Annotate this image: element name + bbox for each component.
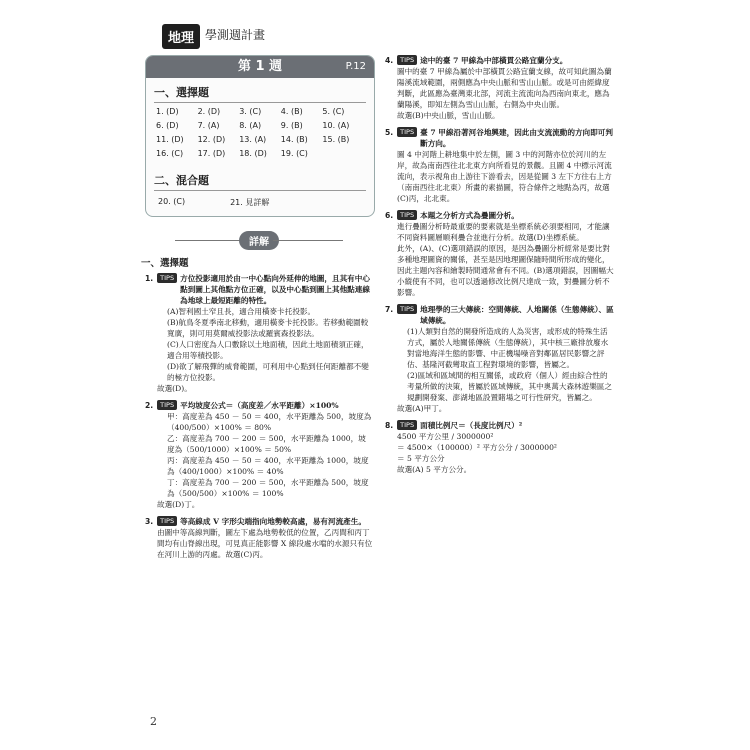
question-head	[385, 210, 615, 221]
tips-text: 方位投影適用於由一中心點向外延伸的地圖，且其有中心點到圖上其他點方位正確，以及中心點到圖上其他點連線為地球上最短距離的特性。	[180, 274, 370, 305]
divider	[154, 190, 366, 191]
question-number: 3.	[145, 517, 154, 526]
mc-answer: 13. (A)	[239, 135, 267, 144]
explanation-line: (2)區域和區域間的相互關係，或政府（個人）經由綜合性的考量所做的決策，皆屬於區域傳統，其中奧萬大森林遊樂區之規劃開發案、澎湖地區設置賭場之可行性研究，皆屬之。	[407, 371, 613, 402]
question-explanation	[145, 400, 373, 510]
explanation-line: 甲：高度差為 450 － 50 ＝ 400，水平距離為 500，坡度為（400/500）×100% ＝ 80%	[167, 412, 372, 432]
mc-answer: 4. (B)	[280, 107, 303, 116]
explanation-line: (A)智利國土窄且長，適合用橫麥卡托投影。	[167, 307, 316, 316]
banner-rule-left	[175, 240, 245, 241]
tips-text: 等高線成 V 字形尖端指向地勢較高處，易有河流產生。	[180, 517, 366, 526]
explanation-line: (D)欲了解飛彈的威脅範圍，可利用中心點到任何距離都不變的極方位投影。	[167, 362, 369, 382]
mc-answer: 2. (D)	[197, 107, 221, 116]
tips-text: 地理學的三大傳統：空間傳統、人地關係（生態傳統）、區域傳統。	[420, 305, 614, 325]
subject-tag: 地理	[162, 24, 200, 49]
mc-answer: 15. (B)	[322, 135, 350, 144]
explanation-line: 丙：高度差為 450 － 50 ＝ 400，水平距離為 1000，坡度為（400/1000）×100% ＝ 40%	[167, 456, 369, 476]
detail-banner-label: 詳解	[239, 231, 279, 250]
mc-answer: 16. (C)	[156, 149, 184, 158]
explanation-line: 故選(D)。	[157, 384, 192, 393]
explanation-line: 此外，(A)、(C)選項錯誤的原因，是因為疊圖分析經常是要比對多種地理圖資的關係，甚至是因地理圖保隨時間所形成的變化，因此主題內容和繪製時間通常會有不同。(B)選項錯誤，因圖幅大小縱使有不同，也可以透過修改比例尺達成一致，對疊圖分析不影響。	[397, 244, 614, 297]
left-questions	[145, 273, 373, 560]
tips-badge: TIPS	[397, 420, 417, 430]
question-explanation	[145, 273, 373, 394]
mixed-section-title: 二、混合題	[154, 174, 209, 187]
mc-answer: 7. (A)	[197, 121, 220, 130]
question-number: 5.	[385, 128, 394, 137]
explanation-body	[385, 431, 615, 475]
page-number: 2	[150, 715, 157, 728]
mc-answer: 6. (D)	[156, 121, 179, 130]
divider	[154, 102, 366, 103]
tips-badge: TIPS	[157, 516, 177, 526]
question-number: 4.	[385, 56, 394, 65]
question-explanation	[145, 516, 373, 560]
tips-text: 本題之分析方式為疊圖分析。	[420, 211, 519, 220]
tips-badge: TIPS	[397, 210, 417, 220]
mc-answer: 1. (D)	[156, 107, 179, 116]
question-number: 2.	[145, 401, 154, 410]
mc-answer: 12. (D)	[197, 135, 226, 144]
tips-badge: TIPS	[397, 304, 417, 314]
question-explanation	[385, 210, 615, 298]
tips-badge: TIPS	[397, 127, 417, 137]
explanation-body	[385, 66, 615, 121]
mc-answer: 5. (C)	[322, 107, 345, 116]
book-title: 學測週計畫	[205, 28, 266, 42]
mc-answer: 10. (A)	[322, 121, 350, 130]
mixed-answer: 20. (C)	[158, 197, 186, 206]
tips-text: 面積比例尺＝（長度比例尺）²	[420, 421, 523, 430]
explanation-line: 圖中的臺 7 甲線為屬於中部橫貫公路宜蘭支線，故可知此圖為蘭陽溪流域範圍，兩側應為中央山脈和雪山山脈。或是可由經緯度判斷，此區應為臺灣東北部，河流主流流向為西南向東北，應為蘭陽溪，即知左側為雪山山脈，右側為中央山脈。	[397, 67, 612, 109]
question-head	[385, 127, 615, 149]
question-number: 1.	[145, 274, 154, 283]
explanation-line: (B)航鳥冬夏季南北移動，適用橫麥卡托投影。若移動範圍較寬廣，則可用莫爾威投影法或羅賓森投影法。	[167, 318, 369, 338]
banner-rule-right	[273, 240, 343, 241]
explanation-line: ＝ 4500×（100000）² 平方公分 / 3000000²	[397, 443, 557, 452]
explanation-body	[385, 221, 615, 298]
explanation-line: 故選(A) 5 平方公分。	[397, 465, 472, 474]
explanation-line: (C)人口密度為人口數除以土地面積，因此土地面積須正確，適合用等積投影。	[167, 340, 369, 360]
detail-banner	[145, 229, 373, 251]
question-explanation	[385, 304, 615, 414]
tips-badge: TIPS	[157, 400, 177, 410]
mc-answer: 3. (C)	[239, 107, 262, 116]
mixed-answer: 21. 見詳解	[230, 198, 270, 207]
mc-answer: 9. (B)	[280, 121, 303, 130]
mc-answer: 19. (C)	[280, 149, 308, 158]
mc-answer-grid	[146, 107, 374, 158]
explanation-line: 故選(B)中央山脈，雪山山脈。	[397, 111, 500, 120]
explanation-line: 進行疊圖分析時最重要的要素就是坐標系統必須要相同，才能讓不同資料圖層順利疊合並進行分析。故選(D)坐標系統。	[397, 222, 610, 242]
explanation-body	[385, 326, 615, 414]
explanation-body	[145, 527, 373, 560]
explanation-line: 故選(D)丁。	[157, 500, 200, 509]
explanation-body	[385, 149, 615, 204]
mc-answer: 17. (D)	[197, 149, 226, 158]
explanation-line: 丁：高度差為 700 － 200 ＝ 500，水平距離為 500，坡度為（500/500）×100% ＝ 100%	[167, 478, 369, 498]
tips-text: 平均坡度公式＝（高度差／水平距離）×100%	[180, 401, 339, 410]
question-head	[385, 304, 615, 326]
page-ref: P.12	[345, 61, 366, 72]
explanation-line: 由圖中等高線判斷，圖左下處為地勢較低的位置，乙丙間和丙丁間均有山脊線出現，可見真正能影響 X 線段處水噹的水源只有位在河川上游的丙處。故選(C)丙。	[157, 528, 373, 559]
explanation-line: 故選(A)甲丁。	[397, 404, 447, 413]
answer-box	[145, 55, 375, 217]
question-head	[145, 400, 373, 411]
mc-answer: 11. (D)	[156, 135, 184, 144]
explanation-body	[145, 411, 373, 510]
question-number: 8.	[385, 421, 394, 430]
detail-heading: 一、選擇題	[141, 258, 189, 269]
explanation-line: 圖 4 中河階上耕地集中於左側，圖 3 中的河階亦位於河川的左岸，故為南南西往北北東方向所看見的景觀。且圖 4 中標示河流流向，表示視角由上游往下游看去，因是從圖 3 左下方往右上方（南南西往北北東）所畫的素描圖，符合條件之地點為丙，故選(C)丙，北北東。	[397, 150, 612, 203]
question-head	[385, 55, 615, 66]
explanation-line: 乙：高度差為 700 － 200 ＝ 500，水平距離為 1000，坡度為（500/1000）×100% ＝ 50%	[167, 434, 366, 454]
week-bar	[146, 56, 374, 78]
question-explanation	[385, 420, 615, 475]
mixed-answer-grid	[146, 195, 374, 216]
question-explanation	[385, 55, 615, 121]
right-questions	[385, 55, 615, 481]
week-title: 第 1 週	[237, 59, 283, 74]
question-head	[385, 420, 615, 431]
tips-badge: TIPS	[397, 55, 417, 65]
explanation-line: 4500 平方公里 / 3000000²	[397, 432, 494, 441]
tips-text: 臺 7 甲線沿著河谷地興建，因此由支流流動的方向即可判斷方向。	[420, 128, 613, 148]
mc-answer: 8. (A)	[239, 121, 262, 130]
question-head	[145, 273, 373, 306]
tips-badge: TIPS	[157, 273, 177, 283]
explanation-body	[145, 306, 373, 394]
explanation-line: (1)人類對自然的開發所造成的人為災害，或形成的特殊生活方式，屬於人地關係傳統（生態傳統），其中核三廠排放廢水對當地海洋生態的影響、中正機場噪音對鄰區居民影響之評估、基隆河截彎取直工程對環境的影響，皆屬之。	[407, 327, 609, 369]
question-head	[145, 516, 373, 527]
question-explanation	[385, 127, 615, 204]
left-column	[141, 55, 373, 566]
mc-answer: 14. (B)	[280, 135, 308, 144]
question-number: 6.	[385, 211, 394, 220]
tips-text: 途中的臺 7 甲線為中部橫貫公路宜蘭分支。	[420, 56, 568, 65]
explanation-line: ＝ 5 平方公分	[397, 454, 445, 463]
question-number: 7.	[385, 305, 394, 314]
mc-answer: 18. (D)	[239, 149, 267, 158]
mc-section-title: 一、選擇題	[154, 86, 209, 99]
